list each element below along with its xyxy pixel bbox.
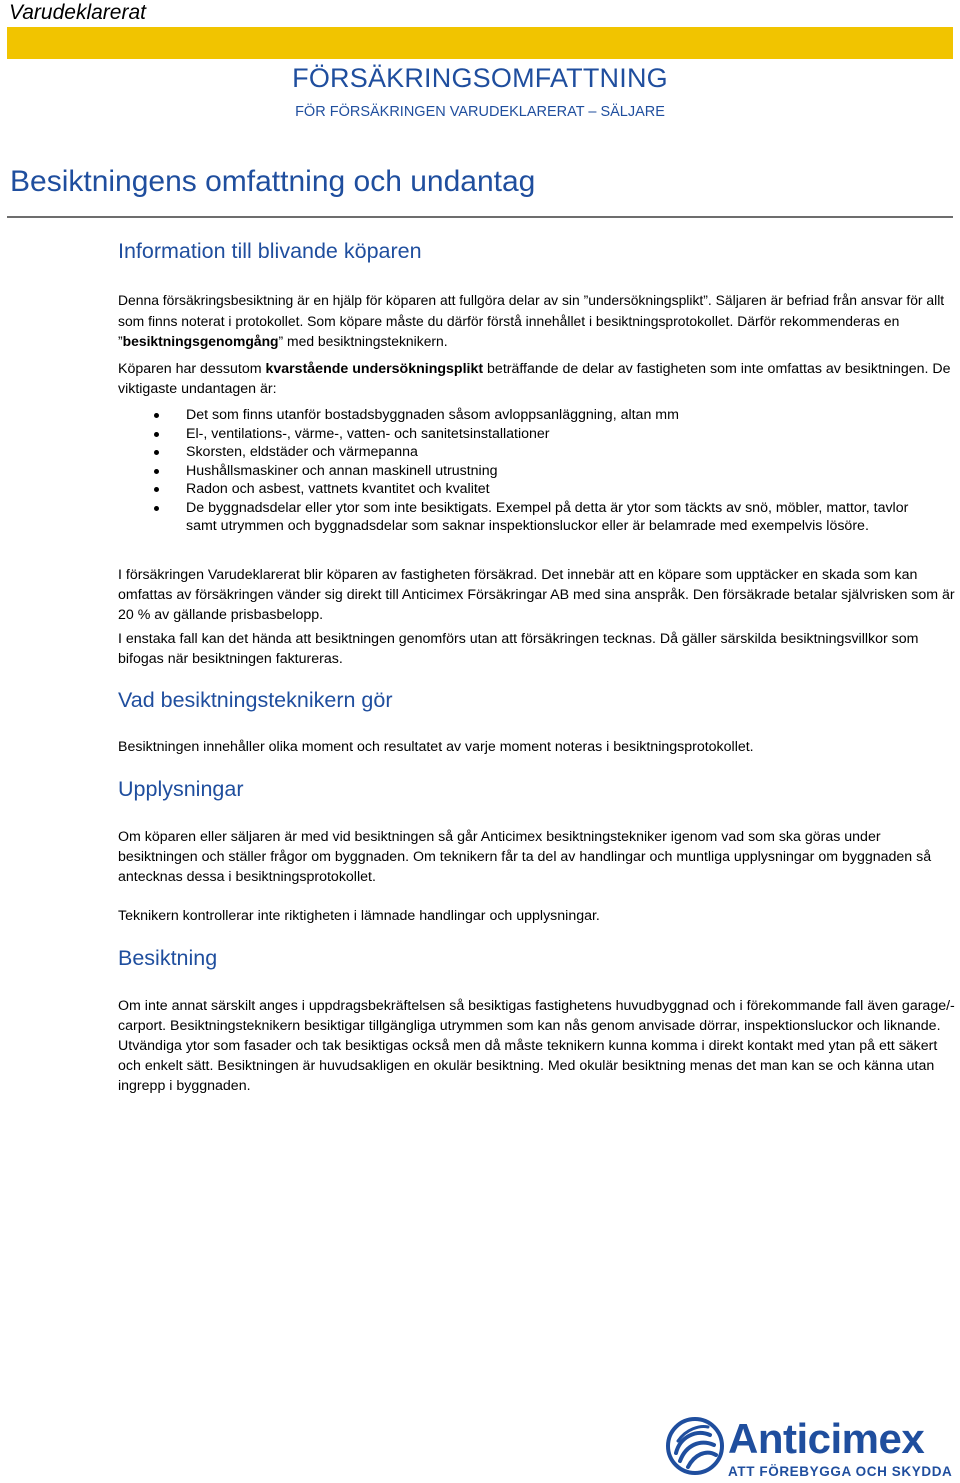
info-paragraph-2 [118, 359, 958, 399]
info-paragraph-4: I enstaka fall kan det hända att besiktningen genomförs utan att försäkringen tecknas. Då gäller särskilda besiktningsvillkor som bifogas när besiktningen faktureras. [118, 631, 919, 667]
logo-wordmark: Anticimex [728, 1415, 925, 1462]
list-item [118, 499, 938, 536]
bullet-icon [154, 413, 159, 418]
document-header-title: Varudeklarerat [9, 1, 146, 24]
upplysningar-paragraph-1: Om köparen eller säljaren är med vid besiktningen så går Anticimex besiktningstekniker igenom vad som ska göras under besiktningen och ställer frågor om byggnaden. Om teknikern får ta del av handlingar och muntliga upplysningar om byggnaden så antecknas dessa i besiktningsprotokollet. [118, 829, 932, 885]
bullet-icon [154, 487, 159, 492]
anticimex-swirl-icon [666, 1417, 724, 1475]
anticimex-logo [666, 1415, 956, 1481]
main-heading: Besiktningens omfattning och undantag [10, 165, 536, 198]
technician-paragraph: Besiktningen innehåller olika moment och resultatet av varje moment noteras i besiktningsprotokollet. [118, 739, 754, 755]
list-item [118, 480, 938, 499]
upplysningar-paragraph-2: Teknikern kontrollerar inte riktigheten i lämnade handlingar och upplysningar. [118, 908, 600, 924]
list-item [118, 443, 938, 462]
exception-text: Det som finns utanför bostadsbyggnaden såsom avloppsanläggning, altan mm [186, 407, 679, 423]
bullet-icon [154, 506, 159, 511]
document-title: FÖRSÄKRINGSOMFATTNING [292, 63, 668, 93]
logo-tagline: ATT FÖREBYGGA OCH SKYDDA [728, 1464, 953, 1479]
section-heading-upplysningar: Upplysningar [118, 777, 244, 801]
list-item [118, 425, 938, 444]
section-heading-info: Information till blivande köparen [118, 239, 422, 263]
exception-text: De byggnadsdelar eller ytor som inte besiktigats. Exempel på detta är ytor som täckts av snö, möbler, mattor, tavlor samt utrymmen och byggnadsdelar som saknar inspektionsluckor eller är belamrade med exempelvis lösöre. [186, 499, 909, 534]
list-item [118, 462, 938, 481]
info-p1-text-b: ” med besiktningsteknikern. [278, 333, 448, 349]
info-p1-bold: besiktningsgenomgång [122, 333, 279, 349]
info-paragraph-3: I försäkringen Varudeklarerat blir köparen av fastigheten försäkrad. Det innebär att en köpare som upptäcker en skada som kan omfattas av försäkringen vänder sig direkt till Anticimex Försäkringar AB med sina anspråk. Den försäkrade betalar självrisken som är 20 % av gällande prisbasbelopp. [118, 567, 955, 623]
exception-text: El-, ventilations-, värme-, vatten- och sanitetsinstallationer [186, 425, 550, 442]
info-paragraph-1 [118, 290, 958, 352]
exceptions-list [118, 406, 938, 536]
info-p2-text-a: Köparen har dessutom [118, 361, 266, 377]
list-item [118, 406, 938, 425]
exception-text: Skorsten, eldstäder och värmepanna [186, 444, 418, 460]
bullet-icon [154, 432, 159, 437]
info-p1-text-a: Denna försäkringsbesiktning är en hjälp för köparen att fullgöra delar av sin ”undersökningsplikt”. Säljaren är befriad från ansvar för allt som finns noterat i protokollet. Som köpare måste du därför förstå innehållet i besiktningsprotokollet. Därför rekommenderas en ” [118, 292, 945, 349]
header-band [7, 27, 953, 59]
info-p2-bold: kvarstående undersökningsplikt [265, 361, 484, 377]
bullet-icon [154, 469, 159, 474]
divider [7, 216, 953, 218]
bullet-icon [154, 450, 159, 455]
section-heading-technician: Vad besiktningsteknikern gör [118, 688, 393, 712]
exception-text: Hushållsmaskiner och annan maskinell utrustning [186, 462, 498, 479]
section-heading-inspection: Besiktning [118, 946, 218, 970]
document-subtitle: FÖR FÖRSÄKRINGEN VARUDEKLARERAT – SÄLJARE [295, 104, 665, 120]
exception-text: Radon och asbest, vattnets kvantitet och kvalitet [186, 481, 490, 497]
inspection-paragraph: Om inte annat särskilt anges i uppdragsbekräftelsen så besiktigas fastighetens huvudbyggnad och i förekommande fall även garage/- carport. Besiktningsteknikern besiktigar tillgängliga utrymmen som kan nås genom anvisade dörrar, inspektionsluckor och liknande. Utvändiga ytor som fasader och tak besiktigas också men då måste teknikern kunna komma i direkt kontakt med ytan på ett säkert och enkelt sätt. Besiktningen är huvudsakligen en okulär besiktning. Med okulär besiktning menas det man kan se och känna utan ingrepp i byggnaden. [118, 998, 955, 1094]
info-p2-text-b: beträffande de delar av fastigheten som inte omfattas av besiktningen. De viktigaste undantagen är: [118, 361, 951, 397]
